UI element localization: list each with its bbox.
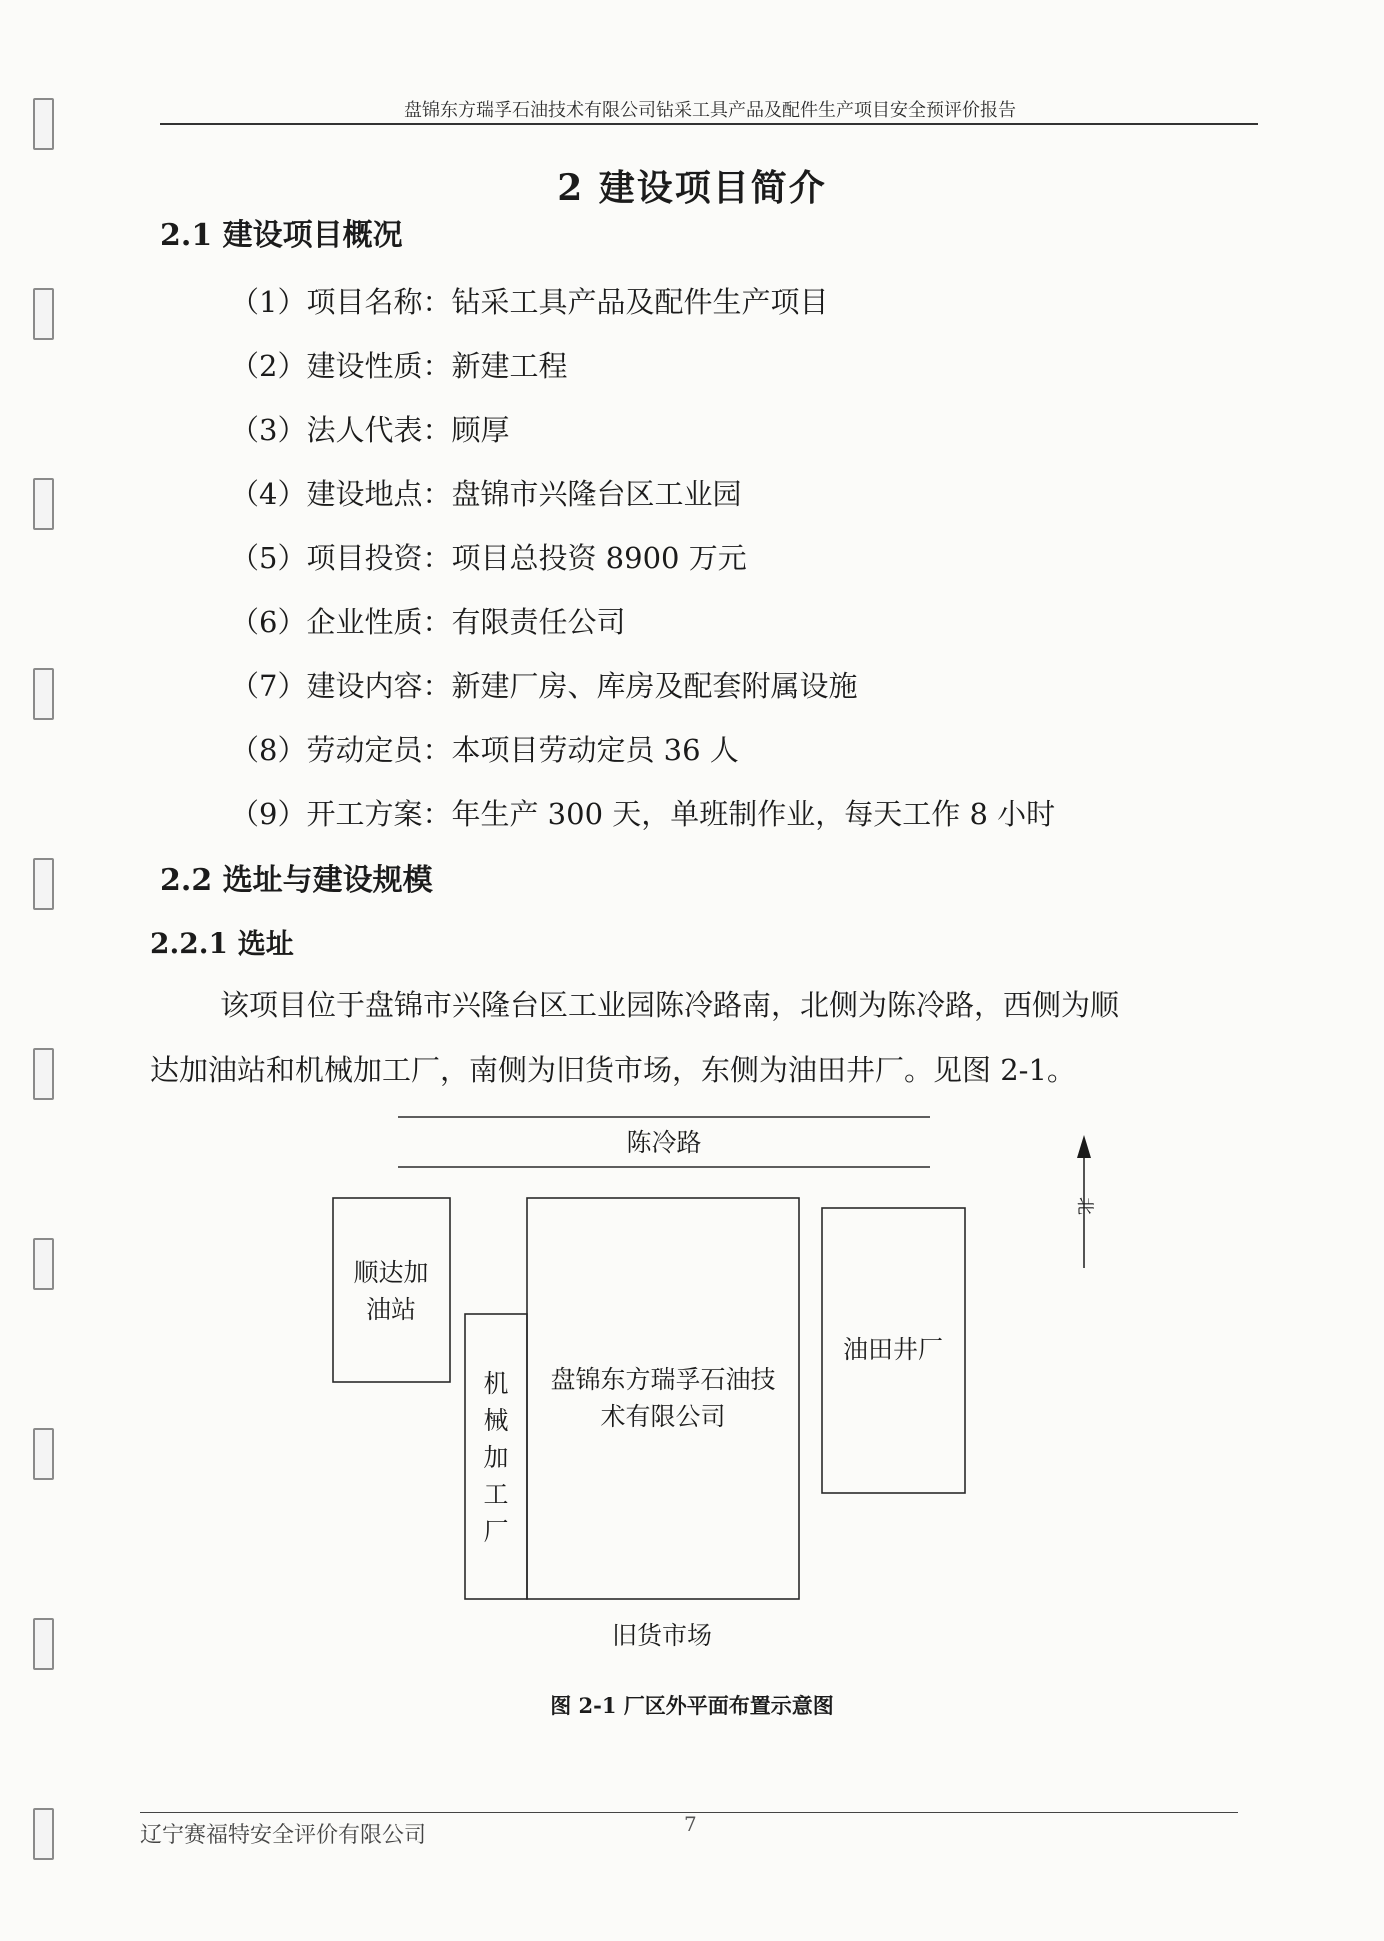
overview-item: （3）法人代表：顾厚: [230, 413, 510, 447]
binder-hole-mark: [33, 1618, 54, 1670]
running-header: 盘锦东方瑞孚石油技术有限公司钻采工具产品及配件生产项目安全预评价报告: [404, 100, 1016, 121]
binder-hole-mark: [33, 668, 54, 720]
machining-plant-char: 厂: [483, 1517, 509, 1546]
gas-station-label: 油站: [365, 1295, 417, 1324]
footer-company: 辽宁赛福特安全评价有限公司: [140, 1823, 427, 1848]
site-paragraph-line: 达加油站和机械加工厂，南侧为旧货市场，东侧为油田井厂。见图 2-1。: [150, 1053, 1076, 1087]
road-label: 陈冷路: [626, 1128, 702, 1157]
overview-item: （6）企业性质：有限责任公司: [230, 605, 626, 639]
subsection-heading-2-2-1: 2.2.1 选址: [150, 927, 294, 960]
section-heading-2-2: 2.2 选址与建设规模: [160, 863, 433, 898]
machining-plant-char: 工: [483, 1480, 509, 1509]
page-number: 7: [684, 1812, 697, 1836]
binder-hole-mark: [33, 98, 54, 150]
north-label: 北: [1074, 1197, 1095, 1215]
binder-hole-mark: [33, 288, 54, 340]
company-box: [527, 1198, 799, 1599]
overview-item: （5）项目投资：项目总投资 8900 万元: [230, 541, 747, 575]
company-label: 盘锦东方瑞孚石油技: [550, 1365, 776, 1394]
overview-item: （4）建设地点：盘锦市兴隆台区工业园: [230, 477, 742, 511]
header-rule: [160, 123, 1258, 125]
binder-hole-mark: [33, 858, 54, 910]
figure-caption: 图 2-1 厂区外平面布置示意图: [550, 1693, 834, 1718]
binder-hole-mark: [33, 1808, 54, 1860]
site-paragraph: [150, 973, 1270, 1103]
binder-hole-mark: [33, 1048, 54, 1100]
overview-item: （2）建设性质：新建工程: [230, 349, 568, 383]
north-arrow-icon: [1077, 1135, 1091, 1158]
site-paragraph-line: 该项目位于盘锦市兴隆台区工业园陈冷路南，北侧为陈冷路，西侧为顺: [220, 988, 1120, 1022]
overview-item: （9）开工方案：年生产 300 天，单班制作业，每天工作 8 小时: [230, 797, 1056, 831]
oilfield-plant-label: 油田井厂: [842, 1335, 944, 1364]
gas-station-label: 顺达加: [353, 1258, 429, 1287]
overview-item: （7）建设内容：新建厂房、库房及配套附属设施: [230, 669, 858, 703]
market-label: 旧货市场: [611, 1621, 713, 1650]
machining-plant-char: 机: [483, 1369, 509, 1398]
company-label: 术有限公司: [600, 1402, 726, 1431]
gas-station-box: [333, 1198, 450, 1382]
overview-item: （1）项目名称：钻采工具产品及配件生产项目: [230, 285, 829, 319]
oilfield-plant-box: [822, 1208, 965, 1493]
binder-hole-mark: [33, 1238, 54, 1290]
binder-hole-mark: [33, 1428, 54, 1480]
binder-hole-mark: [33, 478, 54, 530]
machining-plant-char: 械: [483, 1406, 509, 1435]
machining-plant-box: [465, 1314, 527, 1599]
overview-item: （8）劳动定员：本项目劳动定员 36 人: [230, 733, 739, 767]
chapter-title: 2 建设项目简介: [557, 167, 827, 209]
machining-plant-char: 加: [483, 1443, 509, 1472]
section-heading-2-1: 2.1 建设项目概况: [160, 218, 403, 253]
